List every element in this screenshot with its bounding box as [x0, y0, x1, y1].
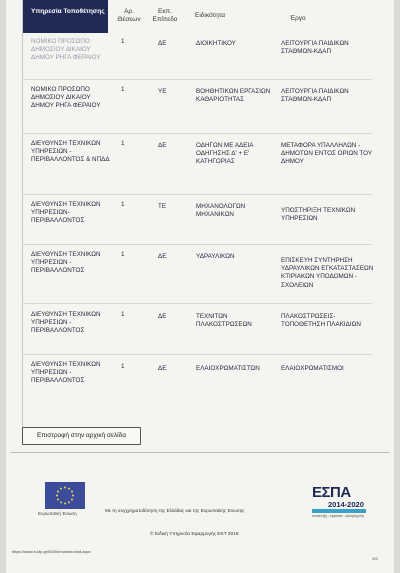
page-number: 4/5: [372, 556, 378, 561]
header-band: [22, 0, 108, 33]
espa-years: 2014-2020: [328, 500, 364, 509]
row-specialty: ΕΛΑΙΟΧΡΩΜΑΤΙΣΤΩΝ: [196, 365, 260, 372]
row-positions: 1: [121, 140, 125, 147]
copyright-text: © Ειδική Υπηρεσία Εφαρμογής ΕΚΤ 2018: [150, 532, 239, 537]
row-service: ΔΙΕΥΘΥΝΣΗ ΤΕΧΝΙΚΩΝ ΥΠΗΡΕΣΙΩΝ - ΠΕΡΙΒΑΛΛΟΝΤΟΣ: [31, 251, 101, 275]
table-left-border: [22, 0, 23, 445]
espa-logo: [312, 484, 366, 518]
row-divider: [22, 354, 372, 355]
row-service: ΔΙΕΥΘΥΝΣΗ ΤΕΧΝΙΚΩΝ ΥΠΗΡΕΣΙΩΝ - ΠΕΡΙΒΑΛΛΟΝΤΟΣ: [31, 361, 101, 385]
row-level: ΤΕ: [158, 203, 167, 210]
espa-accent-bar: [312, 509, 366, 513]
row-divider: [22, 194, 372, 195]
row-level: ΔΕ: [158, 142, 167, 149]
row-divider: [22, 244, 372, 245]
row-level: ΔΕ: [158, 40, 167, 47]
eu-caption: Ευρωπαϊκή Ένωση: [38, 511, 77, 516]
row-project: ΕΠΙΣΚΕΥΗ ΣΥΝΤΗΡΗΣΗ ΥΔΡΑΥΛΙΚΩΝ ΕΓΚΑΤΑΣΤΑΣΕΩΝ ΚΤΙΡΙΑΚΩΝ ΥΠΟΔΟΜΩΝ - ΣΧΟΛΕΙΩΝ: [281, 257, 374, 289]
row-project: ΕΛΑΙΟΧΡΩΜΑΤΙΣΜΟΙ: [281, 365, 344, 372]
header-level: Εκπ. Επίπεδο: [152, 8, 178, 23]
row-positions: 1: [121, 251, 125, 258]
row-specialty: ΒΟΗΘΗΤΙΚΩΝ ΕΡΓΑΣΙΩΝ ΚΑΘΑΡΙΟΤΗΤΑΣ: [196, 88, 271, 104]
row-project: ΥΠΟΣΤΗΡΙΞΗ ΤΕΧΝΙΚΩΝ ΥΠΗΡΕΣΙΩΝ: [281, 207, 356, 223]
row-specialty: ΜΗΧΑΝΟΛΟΓΩΝ ΜΗΧΑΝΙΚΩΝ: [196, 203, 246, 219]
row-divider: [22, 133, 372, 134]
header-project: Έργο: [290, 15, 306, 22]
row-level: ΔΕ: [158, 365, 167, 372]
row-service: ΔΙΕΥΘΥΝΣΗ ΤΕΧΝΙΚΩΝ ΥΠΗΡΕΣΙΩΝ - ΠΕΡΙΒΑΛΛΟΝΤΟΣ & ΝΠΔΔ: [31, 140, 110, 164]
row-service: ΔΙΕΥΘΥΝΣΗ ΤΕΧΝΙΚΩΝ ΥΠΗΡΕΣΙΩΝ - ΠΕΡΙΒΑΛΛΟΝΤΟΣ: [31, 311, 101, 335]
row-positions: 1: [121, 86, 125, 93]
row-project: ΛΕΙΤΟΥΡΓΙΑ ΠΑΙΔΙΚΩΝ ΣΤΑΘΜΩΝ-ΚΔΑΠ: [281, 40, 349, 56]
row-project: ΜΕΤΑΦΟΡΑ ΥΠΑΛΛΗΛΩΝ - ΔΗΜΟΤΩΝ ΕΝΤΟΣ ΟΡΙΩΝ ΤΟΥ ΔΗΜΟΥ: [281, 142, 372, 166]
header-positions: Αρ. Θέσεων: [117, 8, 141, 23]
row-service: ΝΟΜΙΚΟ ΠΡΟΣΩΠΟ ΔΗΜΟΣΙΟΥ ΔΙΚΑΙΟΥ ΔΗΜΟΥ ΡΗΓΑ ΦΕΡΑΙΟΥ: [31, 86, 101, 110]
row-positions: 1: [121, 363, 125, 370]
row-project: ΛΕΙΤΟΥΡΓΙΑ ΠΑΙΔΙΚΩΝ ΣΤΑΘΜΩΝ-ΚΔΑΠ: [281, 88, 349, 104]
espa-wordmark: ΕΣΠΑ: [312, 484, 351, 501]
row-divider: [22, 303, 372, 304]
row-positions: 1: [121, 38, 125, 45]
row-positions: 1: [121, 311, 125, 318]
funding-text: Με τη συγχρηματοδότηση της Ελλάδας και της Ευρωπαϊκής Ένωσης: [105, 508, 245, 513]
row-project: ΠΛΑΚΟΣΤΡΩΣΕΙΣ- ΤΟΠΟΘΕΤΗΣΗ ΠΛΑΚΙΔΙΩΝ: [281, 313, 361, 329]
espa-tagline: ανάπτυξη - εργασία - αλληλεγγύη: [312, 514, 364, 518]
row-positions: 1: [121, 201, 125, 208]
row-service: ΔΙΕΥΘΥΝΣΗ ΤΕΧΝΙΚΩΝ ΥΠΗΡΕΣΙΩΝ- ΠΕΡΙΒΑΛΛΟΝΤΟΣ: [31, 201, 101, 225]
row-level: ΔΕ: [158, 313, 167, 320]
row-specialty: ΥΔΡΑΥΛΙΚΩΝ: [196, 253, 235, 260]
row-service: ΝΟΜΙΚΟ ΠΡΟΣΩΠΟ ΔΗΜΟΣΙΟΥ ΔΙΚΑΙΟΥ ΔΗΜΟΥ ΡΗΓΑ ΦΕΡΑΙΟΥ: [31, 38, 101, 62]
eu-stars-icon: [45, 482, 85, 509]
header-service: Υπηρεσία Τοποθέτησης: [31, 8, 105, 15]
eu-flag-logo: [45, 482, 85, 509]
row-specialty: ΟΔΗΓΩΝ ΜΕ ΑΔΕΙΑ ΟΔΗΓΗΣΗΣ Δ' + Ε' ΚΑΤΗΓΟΡΙΑΣ: [196, 142, 254, 166]
back-to-home-button[interactable]: Επιστροφή στην αρχική σελίδα: [22, 427, 141, 445]
header-specialty: Ειδικότητα: [195, 12, 225, 19]
page-url: https://www.e-ktp.gr/5030/enoindeo/ind.aspx: [12, 549, 91, 554]
row-specialty: ΔΙΟΙΚΗΤΙΚΟΥ: [196, 40, 236, 47]
row-level: ΥΕ: [158, 88, 167, 95]
footer-divider: [10, 452, 390, 453]
row-specialty: ΤΕΧΝΙΤΩΝ ΠΛΑΚΟΣΤΡΩΣΕΩΝ: [196, 313, 252, 329]
row-divider: [22, 79, 372, 80]
row-level: ΔΕ: [158, 253, 167, 260]
